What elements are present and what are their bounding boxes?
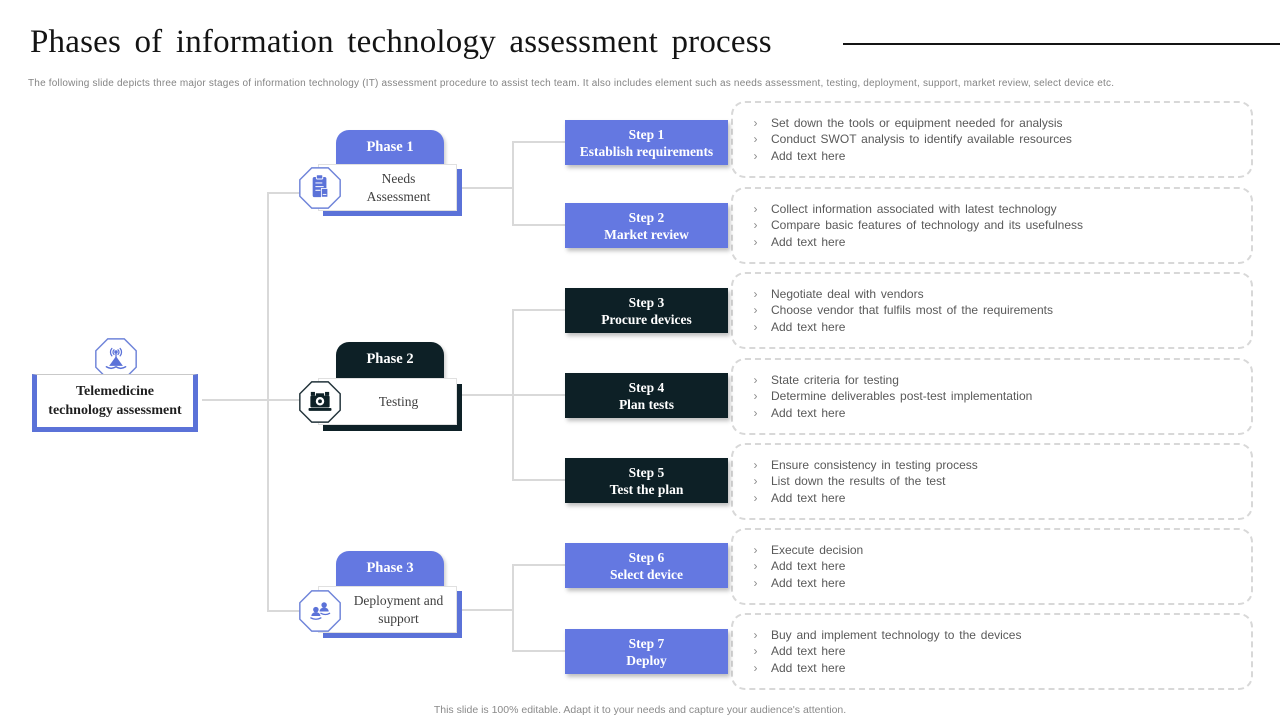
bullet-item [749,217,1237,234]
step-panel[interactable] [731,528,1253,605]
connector-line [512,309,514,481]
bullet-item [749,558,1237,575]
bullet-text: Collect information associated with latest technology [771,201,1057,216]
bullet-text: Add text here [771,319,846,334]
step-box[interactable] [565,203,728,248]
root-label-line2: technology assessment [48,403,182,418]
bullet-item [749,148,1237,165]
chevron-bullet-icon: › [753,132,758,147]
bullet-item [749,575,1237,592]
step-panel[interactable] [731,101,1253,178]
root-node-telemedicine[interactable] [32,374,198,432]
bullet-item [749,405,1237,422]
step-panel[interactable] [731,358,1253,435]
step-subtitle: Plan tests [618,396,675,412]
chevron-bullet-icon: › [753,542,758,557]
chevron-bullet-icon: › [753,389,758,404]
bullet-text: Execute decision [771,542,864,557]
connector-line [513,309,565,311]
phase-2-tab[interactable]: Phase 2 [336,342,444,382]
chevron-bullet-icon: › [753,319,758,334]
bullet-item [749,473,1237,490]
chevron-bullet-icon: › [753,303,758,318]
step-title: Step 7 [628,635,665,651]
bullet-item [749,234,1237,251]
bullet-text: Add text here [771,644,846,659]
step-panel[interactable] [731,613,1253,690]
bullet-item [749,302,1237,319]
step-title: Step 3 [628,294,665,310]
chevron-bullet-icon: › [753,148,758,163]
chevron-bullet-icon: › [753,286,758,301]
bullet-text: Add text here [771,559,846,574]
bullet-item [749,643,1237,660]
phase-3-tab[interactable]: Phase 3 [336,551,444,591]
step-box[interactable] [565,373,728,418]
step-box[interactable] [565,288,728,333]
chevron-bullet-icon: › [753,559,758,574]
chevron-bullet-icon: › [753,234,758,249]
step-title: Step 5 [628,464,665,480]
connector-line [202,399,300,401]
root-label-line1: Telemedicine [75,384,155,399]
bullet-text: Set down the tools or equipment needed for analysis [771,115,1063,130]
bullet-text: Ensure consistency in testing process [771,457,978,472]
slide-subtitle[interactable]: The following slide depicts three major stages of information technology (IT) assessment procedure to assist tech team. It also includes element such as needs assessment, testing, deployment, support, market review, select device etc. [28,78,1115,89]
bullet-item [749,457,1237,474]
step-subtitle: Select device [609,566,684,582]
title-divider-line [843,43,1280,45]
bullet-text: Add text here [771,148,846,163]
connector-line [513,650,565,652]
bullet-item [749,115,1237,132]
step-box[interactable] [565,543,728,588]
bullet-item [749,372,1237,389]
step-title: Step 6 [628,549,665,565]
chevron-bullet-icon: › [753,457,758,472]
connector-line [512,141,514,226]
bullet-item [749,131,1237,148]
chevron-bullet-icon: › [753,115,758,130]
slide-footer-note[interactable]: This slide is 100% editable. Adapt it to your needs and capture your audience's attention. [433,704,847,716]
step-title: Step 1 [628,126,665,142]
clipboard-icon [298,166,342,210]
camera-icon [298,380,342,424]
step-title: Step 4 [628,379,665,395]
phase-1-label: Needs Assessment [366,170,431,204]
bullet-text: Add text here [771,490,846,505]
connector-line [268,610,302,612]
bullet-item [749,319,1237,336]
bullet-item [749,542,1237,559]
bullet-text: Add text here [771,660,846,675]
connector-line [268,192,302,194]
connector-line [513,141,565,143]
chevron-bullet-icon: › [753,372,758,387]
phase-3-label: Deployment and support [353,592,444,626]
chevron-bullet-icon: › [753,201,758,216]
step-title: Step 2 [628,209,665,225]
people-icon [298,589,342,633]
bullet-item [749,388,1237,405]
bullet-text: Determine deliverables post-test implementation [771,389,1033,404]
step-box[interactable] [565,458,728,503]
chevron-bullet-icon: › [753,490,758,505]
bullet-item [749,490,1237,507]
connector-line [513,479,565,481]
phase-1-tab[interactable]: Phase 1 [336,130,444,170]
step-subtitle: Test the plan [609,481,684,497]
bullet-item [749,201,1237,218]
bullet-text: Buy and implement technology to the devices [771,627,1022,642]
step-panel[interactable] [731,187,1253,264]
phase-2-label: Testing [378,393,419,409]
step-subtitle: Market review [604,226,689,242]
bullet-text: List down the results of the test [771,474,946,489]
bullet-text: Compare basic features of technology and its usefulness [771,218,1084,233]
step-box[interactable] [565,629,728,674]
connector-line [461,187,514,189]
step-box[interactable] [565,120,728,165]
chevron-bullet-icon: › [753,405,758,420]
bullet-text: Negotiate deal with vendors [771,286,924,301]
step-subtitle: Deploy [626,652,667,668]
step-panel[interactable] [731,443,1253,520]
chevron-bullet-icon: › [753,474,758,489]
bullet-text: Add text here [771,575,846,590]
chevron-bullet-icon: › [753,644,758,659]
step-subtitle: Procure devices [601,311,692,327]
chevron-bullet-icon: › [753,660,758,675]
bullet-item [749,660,1237,677]
chevron-bullet-icon: › [753,575,758,590]
step-subtitle: Establish requirements [579,143,714,159]
bullet-text: Choose vendor that fulfils most of the requirements [771,303,1053,318]
page-title[interactable]: Phases of information technology assessment process [30,24,772,60]
step-panel[interactable] [731,272,1253,349]
bullet-text: State criteria for testing [771,372,899,387]
connector-line [512,564,514,652]
chevron-bullet-icon: › [753,218,758,233]
bullet-text: Conduct SWOT analysis to identify available resources [771,132,1072,147]
bullet-text: Add text here [771,405,846,420]
connector-line [267,192,269,612]
bullet-item [749,286,1237,303]
bullet-text: Add text here [771,234,846,249]
bullet-item [749,627,1237,644]
connector-line [461,609,513,611]
connector-line [513,564,565,566]
connector-line [513,224,565,226]
chevron-bullet-icon: › [753,627,758,642]
